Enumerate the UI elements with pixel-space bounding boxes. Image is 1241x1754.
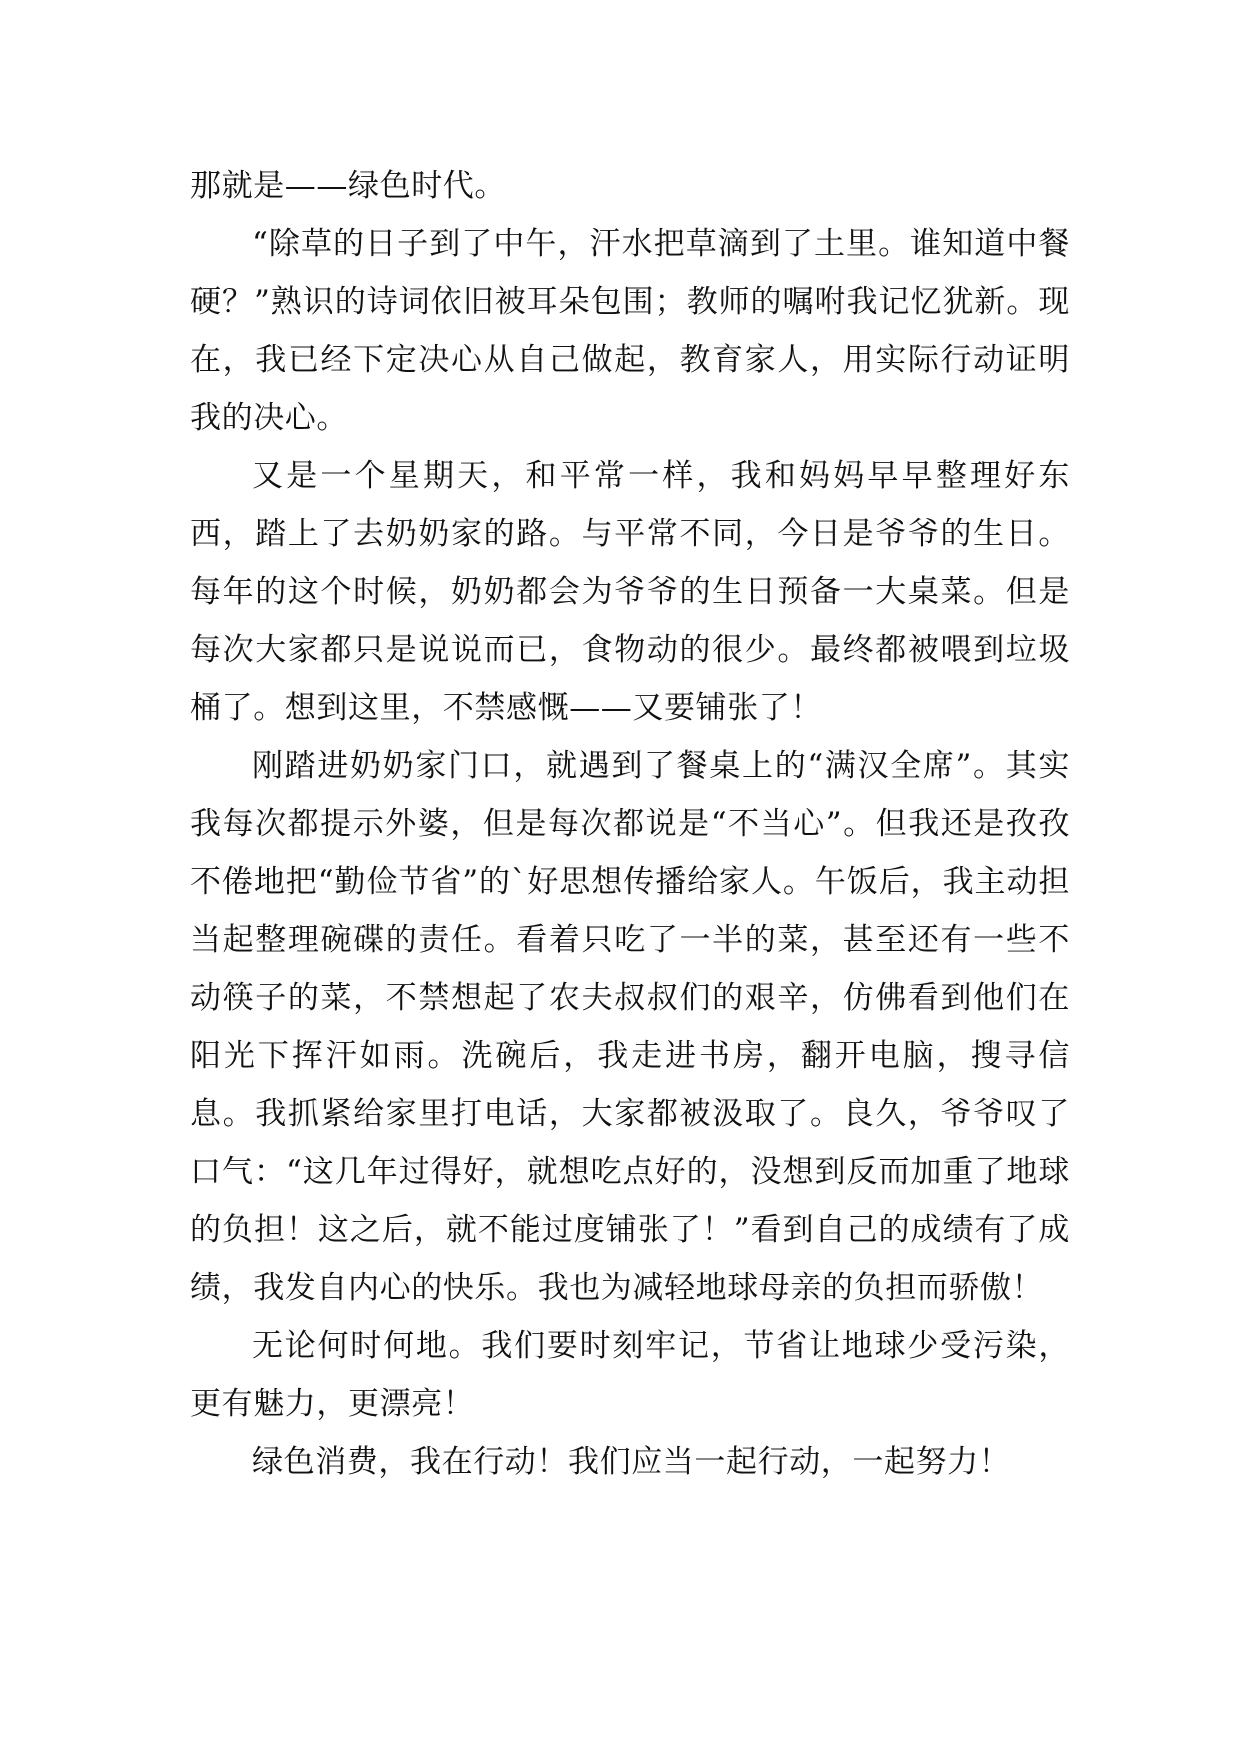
document-body — [190, 157, 1070, 1491]
paragraph-6: 绿色消费，我在行动！我们应当一起行动，一起努力！ — [252, 1444, 1011, 1480]
paragraph-4: 刚踏进奶奶家门口，就遇到了餐桌上的“满汉全席”。其实我每次都提示外婆，但是每次都说是“不当心”。但我还是孜孜不倦地把“勤俭节省”的`好思想传播给家人。午饭后，我主动担当起整理碗碟的责任。看着只吃了一半的菜，甚至还有一些不动筷子的菜，不禁想起了农夫叔叔们的艰辛，仿佛看到他们在阳光下挥汗如雨。洗碗后，我走进书房，翻开电脑，搜寻信息。我抓紧给家里打电话，大家都被汲取了。良久，爷爷叹了口气：“这几年过得好，就想吃点好的，没想到反而加重了地球的负担！这之后，就不能过度铺张了！”看到自己的成绩有了成绩，我发自内心的快乐。我也为减轻地球母亲的负担而骄傲！ — [190, 748, 1070, 1306]
paragraph-5: 无论何时何地。我们要时刻牢记，节省让地球少受污染，更有魅力，更漂亮！ — [190, 1328, 1070, 1422]
paragraph-1: 那就是——绿色时代。 — [190, 168, 506, 204]
paragraph-2: “除草的日子到了中午，汗水把草滴到了土里。谁知道中餐硬？”熟识的诗词依旧被耳朵包围；教师的嘱咐我记忆犹新。现在，我已经下定决心从自己做起，教育家人，用实际行动证明我的决心。 — [190, 226, 1070, 436]
paragraph-3: 又是一个星期天，和平常一样，我和妈妈早早整理好东西，踏上了去奶奶家的路。与平常不同，今日是爷爷的生日。每年的这个时候，奶奶都会为爷爷的生日预备一大桌菜。但是每次大家都只是说说而已，食物动的很少。最终都被喂到垃圾桶了。想到这里，不禁感慨——又要铺张了！ — [190, 458, 1070, 726]
